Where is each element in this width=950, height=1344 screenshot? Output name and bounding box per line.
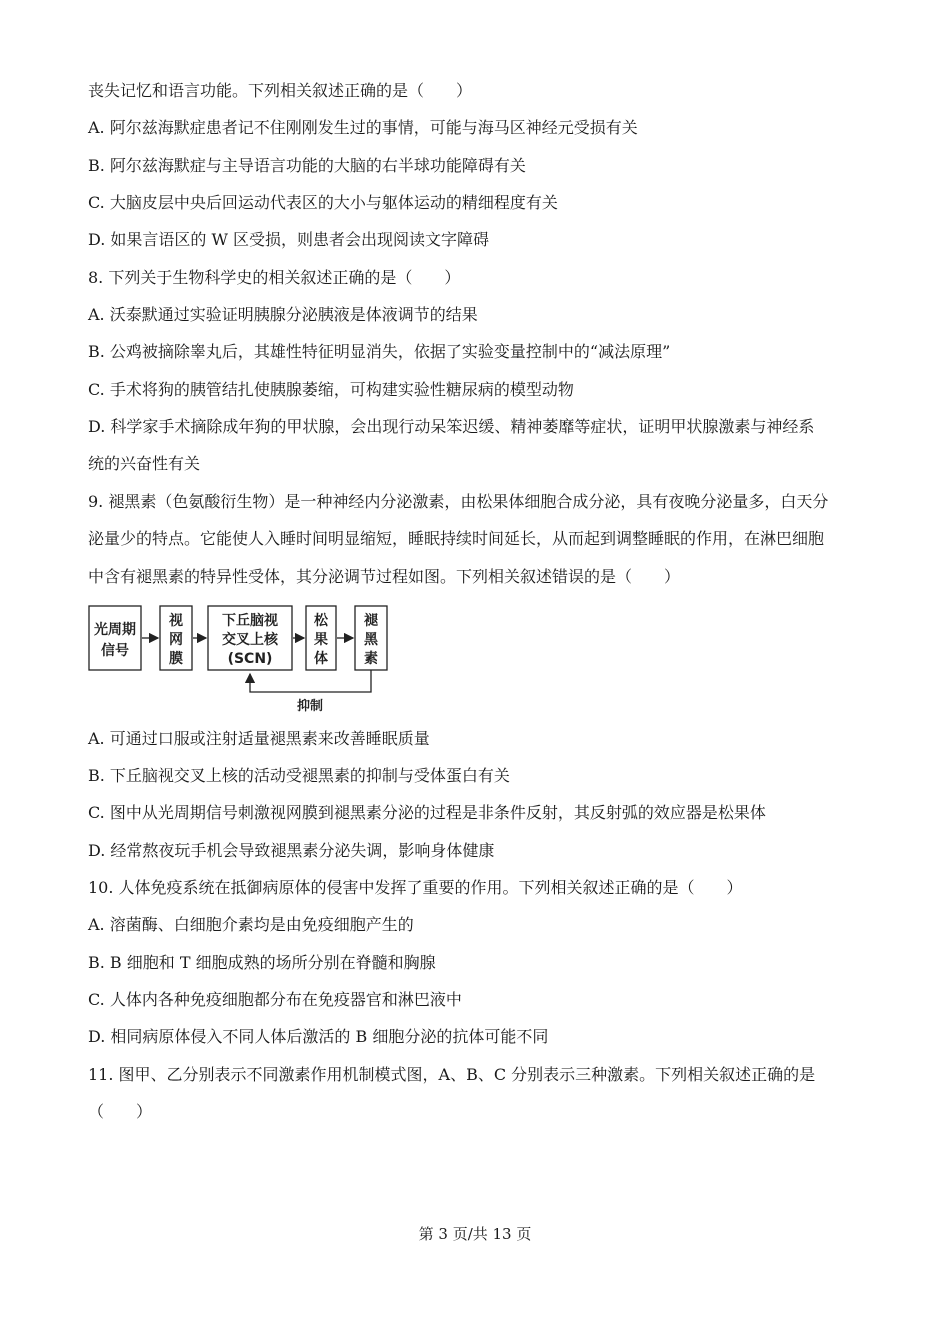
box1-line1: 光周期 [94, 622, 136, 638]
box3-line2: 交叉上核 [222, 632, 278, 648]
q9-option-b: B. 下丘脑视交叉上核的活动受褪黑素的抑制与受体蛋白有关 [88, 766, 510, 785]
question-11-stem-cont: （ ） [88, 1102, 153, 1121]
question-9-stem-line1: 9. 褪黑素（色氨酸衍生物）是一种神经内分泌激素，由松果体细胞合成分泌，具有夜晚分泌量多，白天分 [88, 492, 829, 511]
q10-option-b: B. B 细胞和 T 细胞成熟的场所分别在脊髓和胸腺 [88, 953, 436, 972]
box1-line2: 信号 [101, 643, 129, 659]
question-9-stem-line3: 中含有褪黑素的特异性受体，其分泌调节过程如图。下列相关叙述错误的是（ ） [88, 567, 681, 586]
question-7-stem-end: 丧失记忆和语言功能。下列相关叙述正确的是（ ） [88, 81, 473, 100]
q9-option-a: A. 可通过口服或注射适量褪黑素来改善睡眠质量 [88, 729, 430, 748]
question-10-stem: 10. 人体免疫系统在抵御病原体的侵害中发挥了重要的作用。下列相关叙述正确的是（ ） [88, 878, 743, 897]
q7-option-b: B. 阿尔兹海默症与主导语言功能的大脑的右半球功能障碍有关 [88, 156, 526, 175]
box3-line3: (SCN) [227, 651, 273, 667]
question-8-stem: 8. 下列关于生物科学史的相关叙述正确的是（ ） [88, 268, 461, 287]
box5-line3: 素 [364, 651, 378, 667]
melatonin-regulation-diagram [88, 602, 398, 714]
box4-line2: 果 [314, 632, 328, 648]
q7-option-a: A. 阿尔兹海默症患者记不住刚刚发生过的事情，可能与海马区神经元受损有关 [88, 118, 638, 137]
page-footer: 第 3 页/共 13 页 [418, 1225, 532, 1243]
q8-option-d: D. 科学家手术摘除成年狗的甲状腺，会出现行动呆笨迟缓、精神萎靡等症状，证明甲状腺激素与神经系 [88, 417, 815, 436]
light-signal-box [89, 606, 141, 670]
q8-option-d-cont: 统的兴奋性有关 [88, 454, 201, 473]
question-9-stem-line2: 泌量少的特点。它能使人入睡时间明显缩短，睡眠持续时间延长，从而起到调整睡眠的作用，在淋巴细胞 [88, 529, 825, 548]
q7-option-c: C. 大脑皮层中央后回运动代表区的大小与躯体运动的精细程度有关 [88, 193, 558, 212]
q10-option-d: D. 相同病原体侵入不同人体后激活的 B 细胞分泌的抗体可能不同 [88, 1027, 549, 1046]
inhibition-feedback-arrow [250, 670, 371, 692]
q9-option-c: C. 图中从光周期信号刺激视网膜到褪黑素分泌的过程是非条件反射，其反射弧的效应器是松果体 [88, 803, 766, 822]
box2-line3: 膜 [169, 651, 183, 667]
q8-option-a: A. 沃泰默通过实验证明胰腺分泌胰液是体液调节的结果 [88, 305, 478, 324]
q7-option-d: D. 如果言语区的 W 区受损，则患者会出现阅读文字障碍 [88, 230, 490, 249]
q10-option-a: A. 溶菌酶、白细胞介素均是由免疫细胞产生的 [88, 915, 414, 934]
box2-line1: 视 [169, 613, 183, 629]
box2-line2: 网 [169, 632, 183, 648]
box5-line1: 褪 [364, 613, 378, 629]
q10-option-c: C. 人体内各种免疫细胞都分布在免疫器官和淋巴液中 [88, 990, 462, 1009]
question-11-stem: 11. 图甲、乙分别表示不同激素作用机制模式图，A、B、C 分别表示三种激素。下列相关叙述正确的是 [88, 1065, 816, 1084]
box4-line3: 体 [314, 651, 328, 667]
box5-line2: 黑 [364, 632, 378, 648]
q8-option-c: C. 手术将狗的胰管结扎使胰腺萎缩，可构建实验性糖尿病的模型动物 [88, 380, 574, 399]
box3-line1: 下丘脑视 [222, 613, 278, 629]
inhibition-label: 抑制 [296, 699, 324, 714]
q8-option-b: B. 公鸡被摘除睾丸后，其雄性特征明显消失，依据了实验变量控制中的“减法原理” [88, 342, 671, 361]
q9-option-d: D. 经常熬夜玩手机会导致褪黑素分泌失调，影响身体健康 [88, 841, 495, 860]
box4-line1: 松 [314, 613, 328, 629]
